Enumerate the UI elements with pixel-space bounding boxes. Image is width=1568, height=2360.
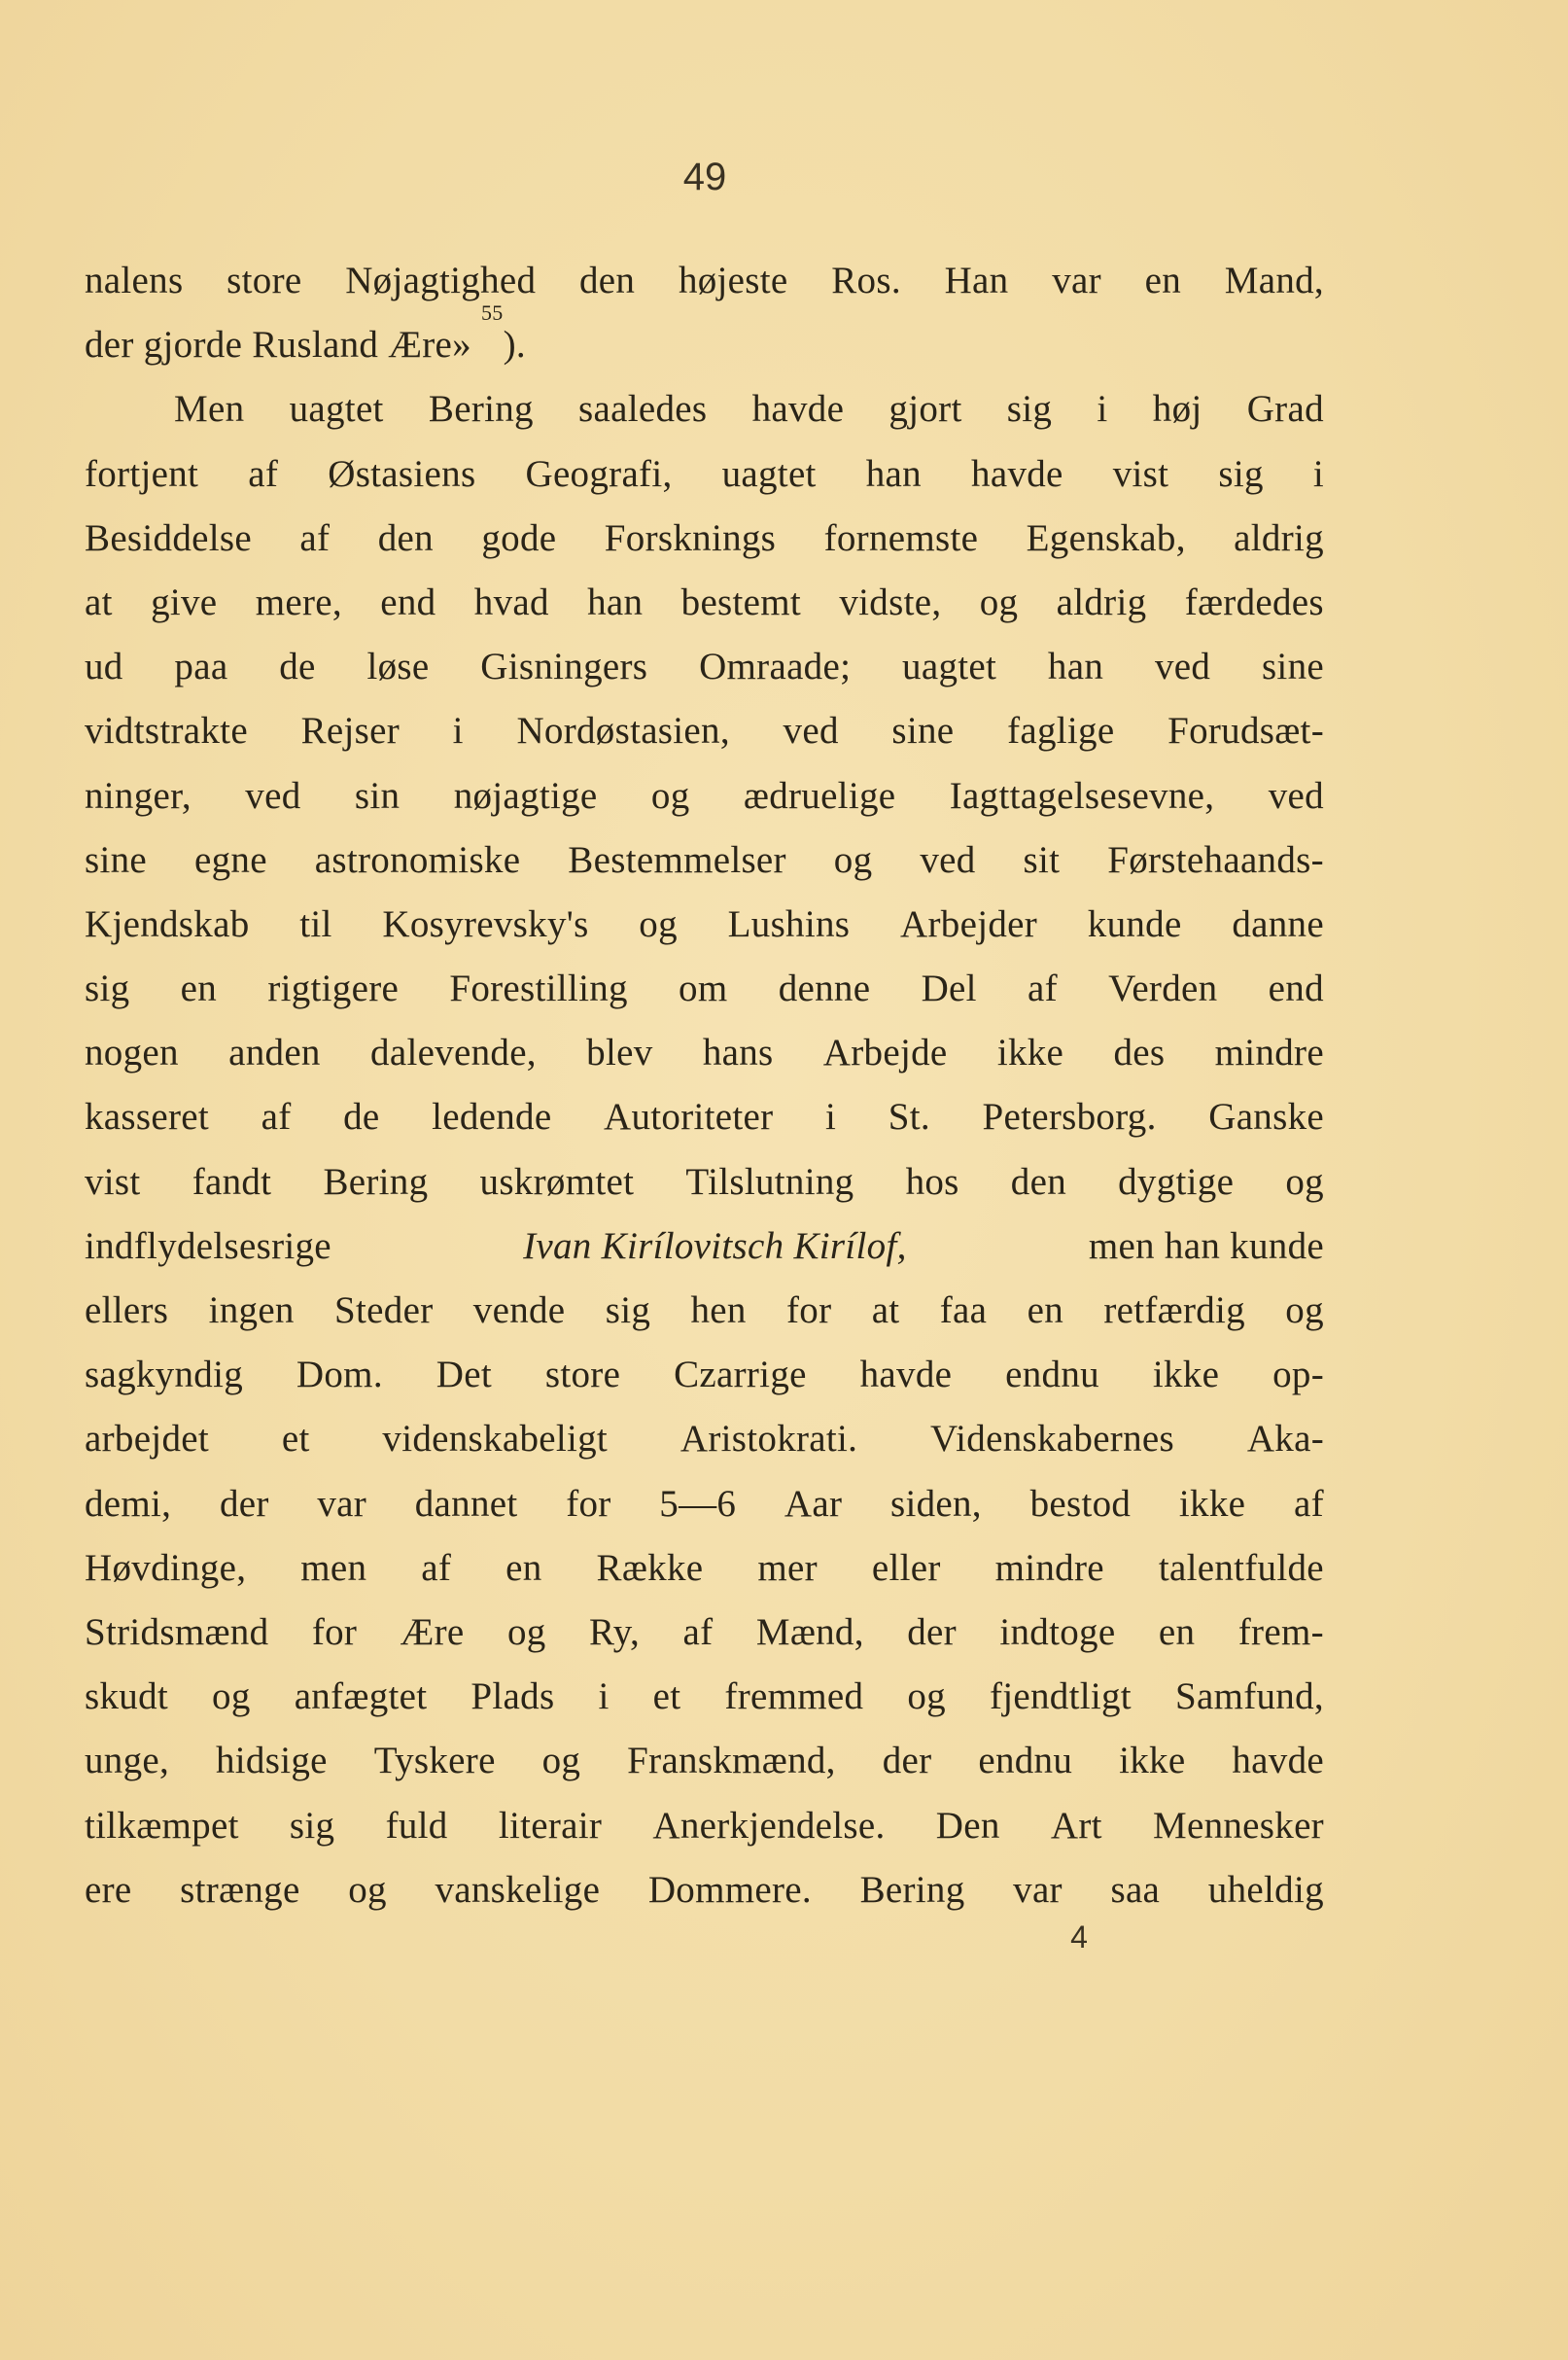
word: Tyskere: [373, 1740, 496, 1782]
word: af: [1293, 1482, 1324, 1525]
word: Ære: [400, 1610, 465, 1653]
text-line: [85, 1601, 1324, 1665]
word: retfærdig: [1103, 1289, 1245, 1331]
word: Dommere.: [647, 1868, 812, 1911]
word: sine: [85, 838, 148, 881]
word: Den: [935, 1804, 1000, 1847]
word: Bering: [428, 388, 534, 431]
text-line: [85, 1472, 1324, 1536]
word: blev: [586, 1032, 653, 1074]
word: til: [299, 902, 332, 945]
word: unge,: [85, 1740, 170, 1782]
footnote-reference: 55: [480, 300, 504, 326]
text-line: [85, 828, 1324, 893]
word: faa: [939, 1289, 988, 1331]
word: Forestilling: [449, 968, 628, 1010]
word: nogen: [85, 1032, 179, 1074]
word: og: [348, 1868, 387, 1911]
word: ved: [783, 710, 839, 753]
text-line: [85, 1407, 1324, 1471]
word: sine: [891, 710, 955, 753]
word: hen: [690, 1289, 747, 1331]
word: talentfulde: [1158, 1546, 1324, 1589]
word: og: [833, 838, 873, 881]
word: Videnskabernes: [930, 1418, 1174, 1461]
word: des: [1113, 1032, 1166, 1074]
word: at: [871, 1289, 900, 1331]
text-line: [85, 635, 1324, 699]
word: et: [652, 1675, 681, 1718]
word: dannet: [414, 1482, 518, 1525]
word: Art: [1050, 1804, 1102, 1847]
word: og: [506, 1610, 546, 1653]
word: mere,: [255, 581, 342, 623]
word: ikke: [1119, 1740, 1186, 1782]
word: indtoge: [999, 1610, 1116, 1653]
word: færdedes: [1184, 581, 1324, 623]
word: for: [311, 1610, 358, 1653]
word: op-: [1272, 1354, 1324, 1396]
word: ingen: [208, 1289, 295, 1331]
text-line-segment: der gjorde Rusland Ære»: [85, 324, 481, 367]
word: for: [566, 1482, 611, 1525]
word: der: [907, 1610, 957, 1653]
text-line: [85, 1729, 1324, 1793]
word: og: [1285, 1289, 1324, 1331]
word: hvad: [473, 581, 549, 623]
word: sit: [1023, 838, 1061, 881]
text-line: [85, 1665, 1324, 1729]
word: sig: [1218, 452, 1264, 495]
word: Del: [921, 968, 977, 1010]
text-line: [85, 1858, 1324, 1922]
word: var: [1013, 1868, 1063, 1911]
word: endnu: [1005, 1354, 1099, 1396]
text-line-segment: men han kunde: [1088, 1224, 1324, 1267]
word: kasseret: [85, 1096, 210, 1139]
word: ledende: [432, 1096, 552, 1139]
word: Grad: [1246, 388, 1324, 431]
word: Høvdinge,: [85, 1546, 247, 1589]
word: om: [679, 968, 728, 1010]
word: ninger,: [85, 774, 192, 817]
word: Rejser: [300, 710, 401, 753]
word: af: [261, 1096, 292, 1139]
text-line: [85, 1085, 1324, 1149]
word: Nordøstasien,: [516, 710, 730, 753]
word: havde: [751, 388, 845, 431]
word: den: [1010, 1160, 1066, 1203]
word: Førstehaands-: [1107, 838, 1324, 881]
word: Egenskab,: [1026, 516, 1186, 559]
word: arbejdet: [85, 1418, 209, 1461]
word: af: [682, 1610, 714, 1653]
word: Mænd,: [755, 1610, 864, 1653]
word: vist: [1112, 452, 1169, 495]
word: Østasiens: [328, 452, 476, 495]
word: bestod: [1029, 1482, 1132, 1525]
word: hans: [702, 1032, 774, 1074]
word: give: [151, 581, 218, 623]
text-line-segment: ).: [503, 324, 526, 367]
word: af: [421, 1546, 452, 1589]
word: store: [544, 1354, 621, 1396]
signature-mark: 4: [1070, 1920, 1088, 1955]
word: uagtet: [721, 452, 817, 495]
word: der: [882, 1740, 932, 1782]
word: og: [639, 902, 678, 945]
word: saa: [1110, 1868, 1161, 1911]
word: men: [300, 1546, 367, 1589]
word: højeste: [678, 260, 788, 301]
word: Petersborg.: [982, 1096, 1157, 1139]
text-line: [85, 1794, 1324, 1858]
word: Tilslutning: [685, 1160, 854, 1203]
word: end: [1268, 968, 1324, 1010]
word: sagkyndig: [85, 1354, 244, 1396]
word: Steder: [334, 1289, 434, 1331]
word: i: [452, 710, 464, 753]
word: Lushins: [727, 902, 851, 945]
text-line: [85, 1536, 1324, 1601]
word: denne: [778, 968, 871, 1010]
word: løse: [366, 646, 430, 688]
word: fandt: [192, 1160, 272, 1203]
word: høj: [1152, 388, 1202, 431]
text-line: [85, 1279, 1324, 1343]
word: Aka-: [1246, 1418, 1324, 1461]
word: Stridsmænd: [85, 1610, 269, 1653]
word: en: [180, 968, 218, 1010]
word: den: [377, 516, 434, 559]
word: Mand,: [1224, 260, 1324, 301]
word: og: [650, 774, 690, 817]
word: og: [212, 1675, 251, 1718]
word: Franskmænd,: [627, 1740, 836, 1782]
word: kunde: [1087, 902, 1182, 945]
word: Arbejder: [900, 902, 1038, 945]
word: gjort: [889, 388, 962, 431]
word: aldrig: [1234, 516, 1324, 559]
word: end: [380, 581, 436, 623]
word: fuld: [385, 1804, 448, 1847]
word: strænge: [180, 1868, 300, 1911]
word: store: [226, 260, 302, 301]
text-line: [85, 699, 1324, 763]
word: mindre: [994, 1546, 1104, 1589]
text-line: [85, 1021, 1324, 1085]
word: ikke: [996, 1032, 1064, 1074]
word: vende: [472, 1289, 566, 1331]
word: vanskelige: [435, 1868, 601, 1911]
text-line-segment: indflydelsesrige: [85, 1224, 341, 1267]
word: sine: [1261, 646, 1324, 688]
word: en: [1144, 260, 1182, 301]
italic-name: Ivan Kirílovitsch Kirílof,: [523, 1224, 907, 1267]
word: fjendtligt: [989, 1675, 1132, 1718]
word: hos: [905, 1160, 959, 1203]
word: fornemste: [823, 516, 979, 559]
word: Nøjagtighed: [345, 260, 537, 301]
word: Anerkjendelse.: [652, 1804, 886, 1847]
word: Han: [944, 260, 1009, 301]
word: Plads: [470, 1675, 555, 1718]
text-line: [85, 300, 1324, 377]
word: han: [587, 581, 644, 623]
text-line: [85, 507, 1324, 571]
word: Iagttagelsesevne,: [949, 774, 1215, 817]
word: var: [1052, 260, 1101, 301]
word: var: [317, 1482, 367, 1525]
word: uagtet: [902, 646, 997, 688]
word: Gisningers: [480, 646, 648, 688]
word: sig: [85, 968, 130, 1010]
word: Ros.: [831, 260, 901, 301]
word: ved: [920, 838, 976, 881]
word: af: [299, 516, 331, 559]
word: Czarrige: [674, 1354, 807, 1396]
word: sig: [605, 1289, 651, 1331]
text-line: [85, 893, 1324, 957]
word: de: [279, 646, 316, 688]
word: af: [1028, 968, 1058, 1010]
word: Ganske: [1208, 1096, 1324, 1139]
word: Bestemmelser: [568, 838, 786, 881]
word: vist: [85, 1160, 141, 1203]
word: dalevende,: [370, 1032, 537, 1074]
text-line: [85, 249, 1324, 313]
word: at: [85, 581, 113, 623]
word: gode: [481, 516, 557, 559]
word: paa: [174, 646, 228, 688]
word: Forudsæt-: [1167, 710, 1324, 753]
word: aldrig: [1056, 581, 1147, 623]
word: en: [505, 1546, 542, 1589]
word: Mennesker: [1153, 1804, 1324, 1847]
text-line: [85, 377, 1324, 441]
word: mer: [757, 1546, 818, 1589]
word: saaledes: [578, 388, 708, 431]
word: i: [825, 1096, 837, 1139]
word: fremmed: [724, 1675, 864, 1718]
word: sig: [289, 1804, 335, 1847]
word: Bering: [859, 1868, 965, 1911]
word: Bering: [323, 1160, 429, 1203]
word: bestemt: [680, 581, 802, 623]
word: ellers: [85, 1289, 169, 1331]
word: tilkæmpet: [85, 1804, 239, 1847]
word: anden: [228, 1032, 321, 1074]
word: Verden: [1108, 968, 1218, 1010]
word: ved: [1268, 774, 1324, 817]
word: havde: [1232, 1740, 1324, 1782]
word: en: [1027, 1289, 1063, 1331]
word: rigtigere: [267, 968, 400, 1010]
word: endnu: [978, 1740, 1073, 1782]
word: Ry,: [588, 1610, 641, 1653]
word: anfægtet: [294, 1675, 428, 1718]
word: Kjendskab: [85, 902, 250, 945]
word: dygtige: [1118, 1160, 1235, 1203]
word: Arbejde: [822, 1032, 948, 1074]
word: Autoriteter: [604, 1096, 774, 1139]
word: St.: [888, 1096, 930, 1139]
word: danne: [1232, 902, 1324, 945]
word: Men: [174, 388, 245, 431]
word: Forsknings: [604, 516, 777, 559]
text-line: [85, 1215, 1324, 1279]
text-line: [85, 1343, 1324, 1407]
word: Aar: [784, 1482, 843, 1525]
word: af: [248, 452, 279, 495]
text-line: [85, 957, 1324, 1021]
word: Samfund,: [1174, 1675, 1324, 1718]
word: ud: [85, 646, 123, 688]
word: astronomiske: [314, 838, 521, 881]
word: frem-: [1237, 1610, 1324, 1653]
word: den: [579, 260, 636, 301]
text-line: [85, 1150, 1324, 1215]
word: ikke: [1178, 1482, 1246, 1525]
word: Omraade;: [699, 646, 852, 688]
text-line: [85, 442, 1324, 507]
word: fortjent: [85, 452, 199, 495]
page-number: 49: [682, 156, 727, 198]
word: uheldig: [1207, 1868, 1324, 1911]
word: demi,: [85, 1482, 172, 1525]
word: Geografi,: [525, 452, 673, 495]
word: og: [979, 581, 1019, 623]
word: havde: [859, 1354, 953, 1396]
word: hidsige: [216, 1740, 328, 1782]
word: og: [541, 1740, 581, 1782]
word: Dom.: [296, 1354, 383, 1396]
word: faglige: [1007, 710, 1115, 753]
word: ved: [1154, 646, 1211, 688]
word: Aristokrati.: [679, 1418, 858, 1461]
word: i: [1097, 388, 1108, 431]
word: i: [598, 1675, 610, 1718]
word: nalens: [85, 260, 184, 301]
word: nøjagtige: [453, 774, 598, 817]
word: videnskabeligt: [382, 1418, 609, 1461]
word: de: [343, 1096, 380, 1139]
word: egne: [193, 838, 267, 881]
word: ædruelige: [743, 774, 896, 817]
word: sig: [1006, 388, 1053, 431]
word: han: [1047, 646, 1104, 688]
word: i: [1312, 452, 1324, 495]
word: et: [281, 1418, 310, 1461]
word: literair: [498, 1804, 603, 1847]
word: ikke: [1152, 1354, 1220, 1396]
word: ere: [85, 1868, 132, 1911]
word: ved: [245, 774, 301, 817]
text-line: [85, 764, 1324, 828]
word: mindre: [1214, 1032, 1324, 1074]
word: siden,: [889, 1482, 982, 1525]
word: 5—6: [659, 1482, 737, 1525]
word: vidtstrakte: [85, 710, 248, 753]
word: uskrømtet: [479, 1160, 635, 1203]
word: eller: [871, 1546, 941, 1589]
text-line: [85, 571, 1324, 635]
word: og: [907, 1675, 946, 1718]
word: Række: [596, 1546, 704, 1589]
word: skudt: [85, 1675, 169, 1718]
word: han: [865, 452, 922, 495]
word: og: [1285, 1160, 1324, 1203]
word: vidste,: [839, 581, 942, 623]
word: Det: [436, 1354, 492, 1396]
word: havde: [971, 452, 1063, 495]
word: Kosyrevsky's: [382, 902, 589, 945]
word: Besiddelse: [85, 516, 252, 559]
word: for: [786, 1289, 832, 1331]
word: uagtet: [289, 388, 384, 431]
word: der: [219, 1482, 269, 1525]
word: en: [1158, 1610, 1196, 1653]
body-text: [85, 249, 1324, 1922]
word: sin: [354, 774, 401, 817]
